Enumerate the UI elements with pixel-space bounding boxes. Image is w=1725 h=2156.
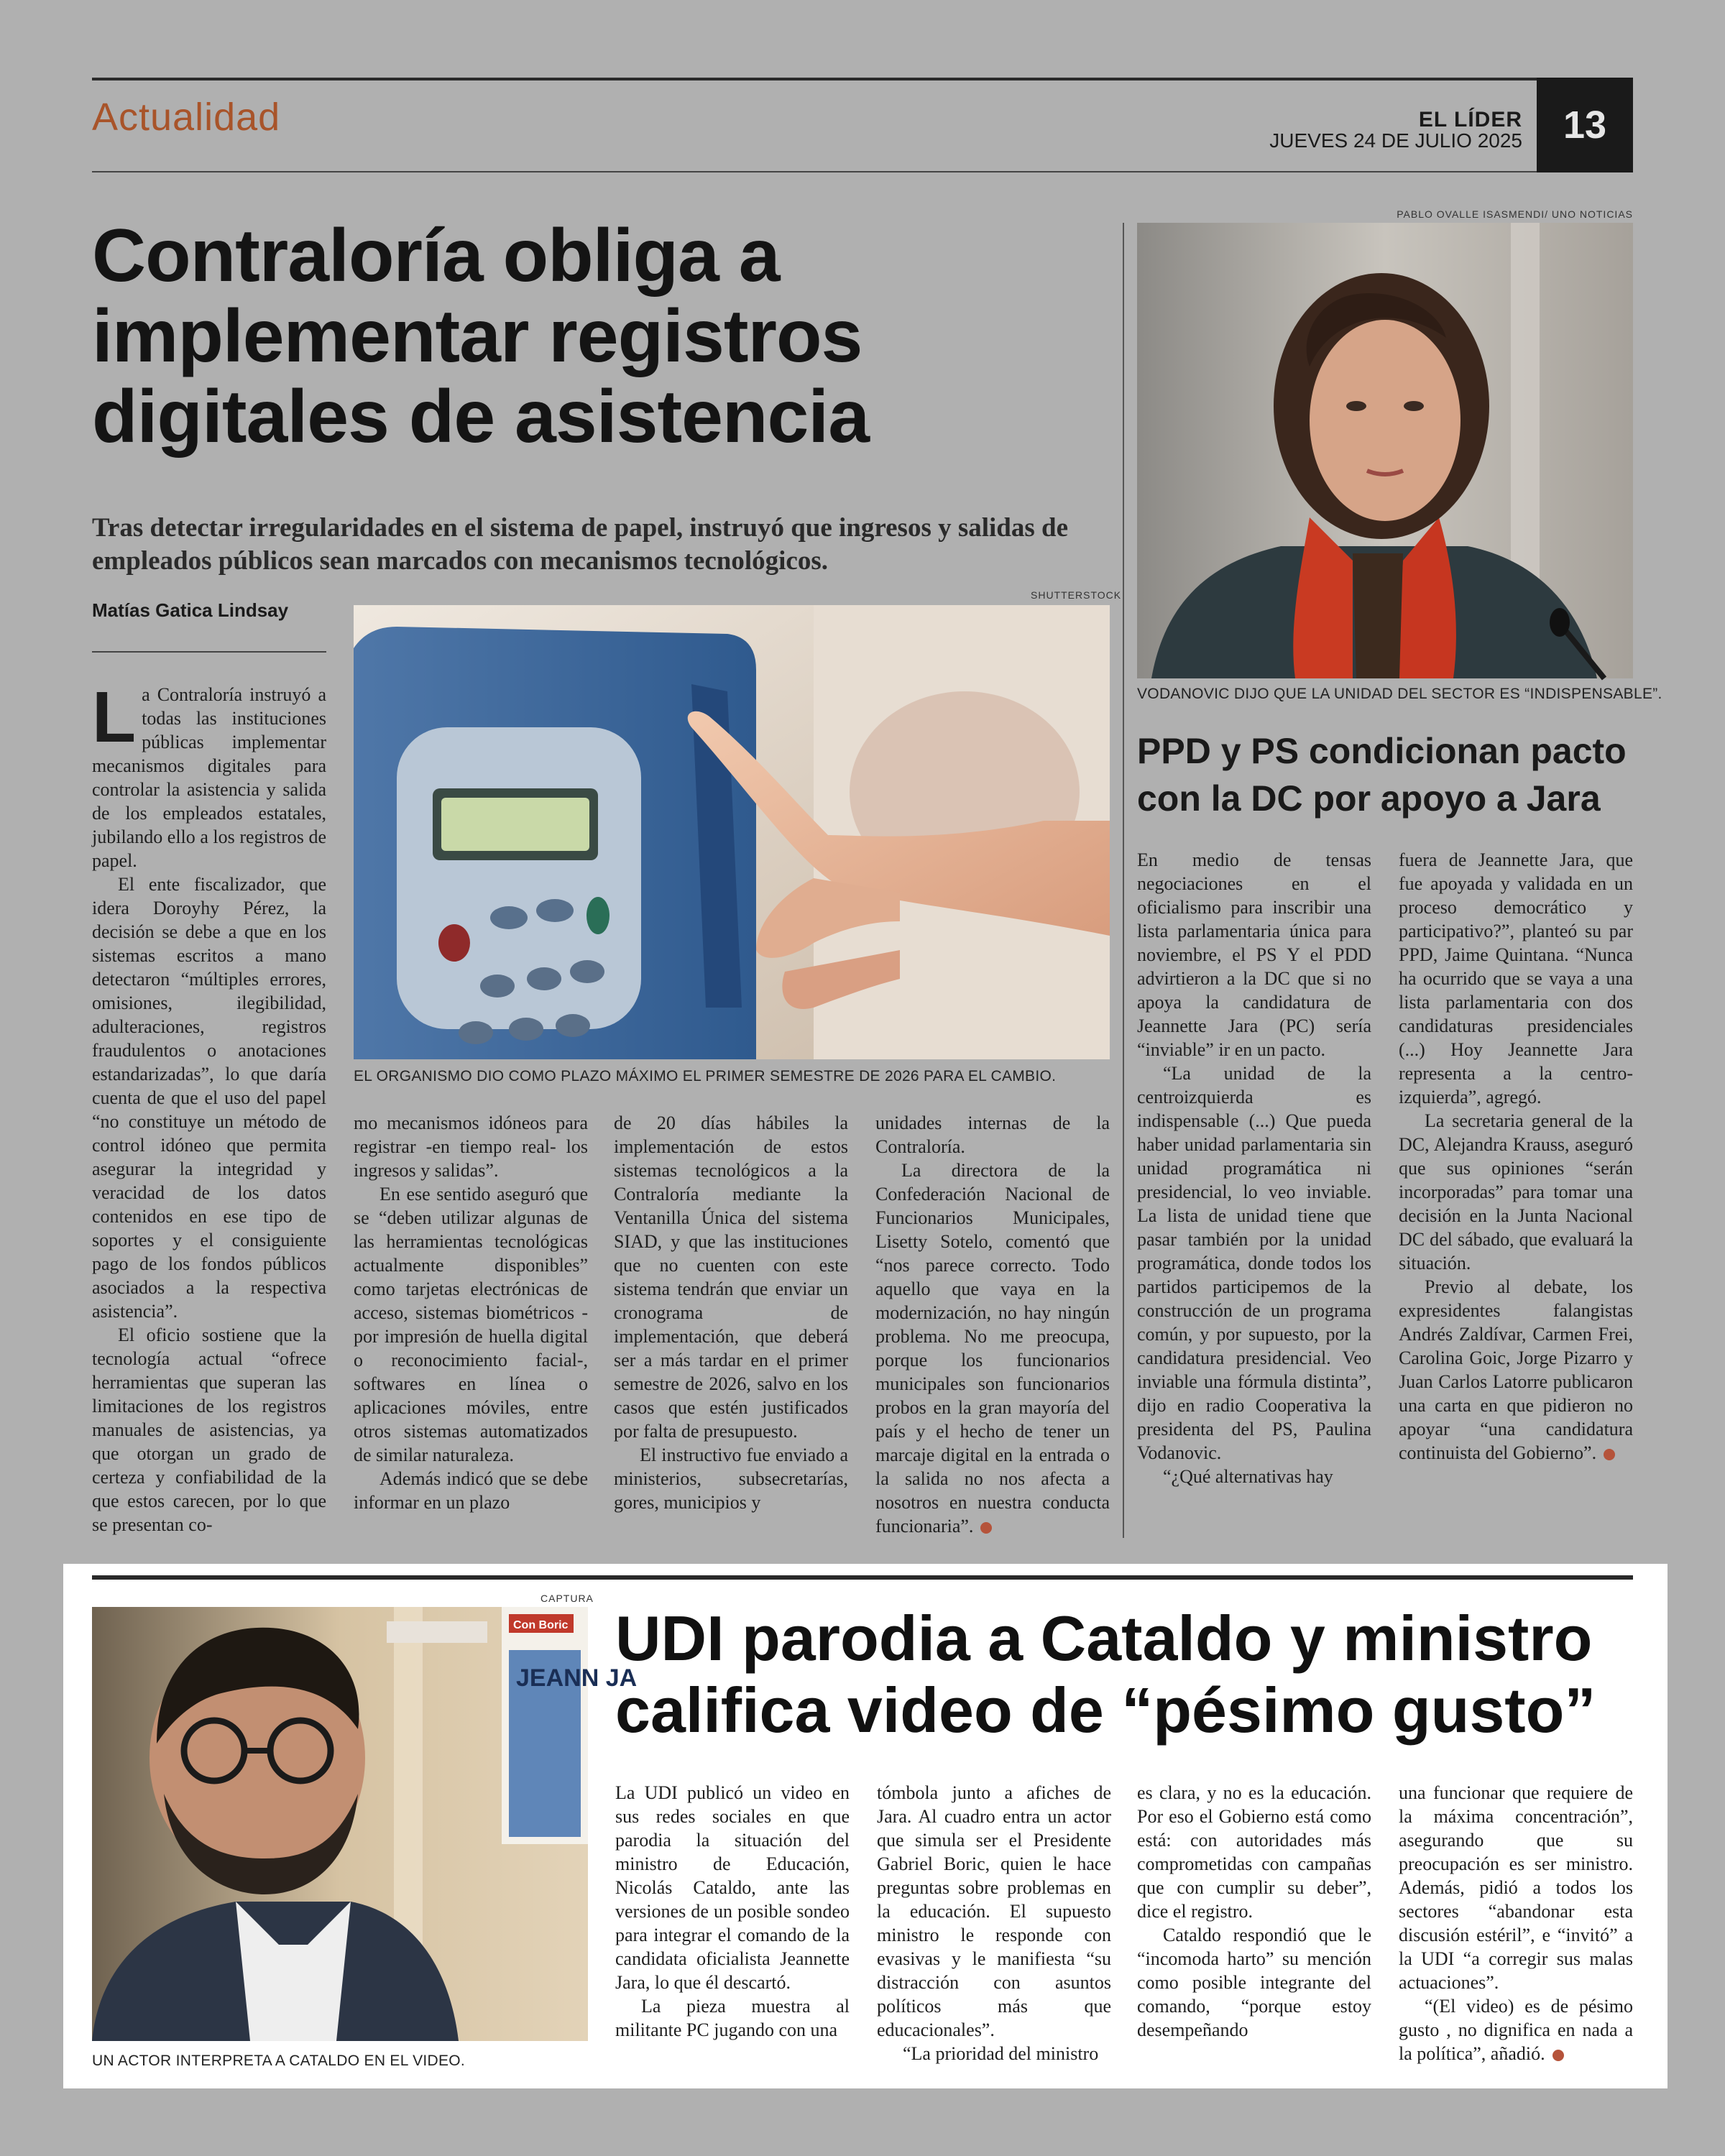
bottom-photo-credit: CAPTURA [540,1593,594,1604]
issue-date: JUEVES 24 DE JULIO 2025 [1269,129,1522,152]
main-column-4 [875,1111,1110,1538]
top-rule [92,78,1633,80]
main-col1-para-3: El oficio sostiene que la tecnología actual “ofrece herramientas que superan las limitaciones de los registros manuales de asistencias, ya que otorgan un grado de certeza y confiabilidad de la que estos carecen, por lo que se presentan co- [92,1325,326,1535]
poster-tag: Con Boric [513,1619,569,1631]
side-col1-para-2: “La unidad de la centroizquierda es indispensable (...) Que pueda haber unidad parlamentaria sin unidad programática ni presidencial, lo veo inviable. La lista de unidad tiene que pasar también por la unidad programática, donde todos los partidos participemos de la construcción de un programa común, y por supuesto, por la candidatura presidencial. Veo inviable una fórmula distinta”, dijo en radio Cooperativa la presidenta del PS, Paulina Vodanovic. [1137,1063,1371,1463]
bottom-col2-para-2: “La prioridad del ministro [903,2043,1099,2064]
side-col1-para-3: “¿Qué alternativas hay [1163,1466,1333,1487]
side-col1-para-1: En medio de tensas negociaciones en el oficialismo para inscribir una lista parlamentaria única para noviembre, el PS Y el PDD advirtieron a la DC que si no apoya la candidatura de Jeannette Jara (PC) sería “inviable” ir en un pacto. [1137,849,1371,1060]
bottom-col1-para-2: La pieza muestra al militante PC jugando con una [615,1996,850,2040]
main-photo-credit: SHUTTERSTOCK [1031,589,1122,601]
side-col2-para-3: Previo al debate, los expresidentes falangistas Andrés Zaldívar, Carmen Frei, Carolina Goic, Jorge Pizarro y Juan Carlos Latorre publicaron una carta en que pidieron no apoyar “una candidatura continuista del Gobierno”. [1399,1276,1633,1463]
side-end-mark-icon [1604,1449,1615,1460]
main-deck: Tras detectar irregularidades en el sistema de papel, instruyó que ingresos y salidas de empleados públicos sean marcados con mecanismos tecnológicos. [92,513,1069,576]
main-col2-para-3: Además indicó que se debe informar en un plazo [354,1468,588,1513]
bottom-column-1 [615,1781,850,2042]
vodanovic-photo [1137,223,1633,678]
main-headline: Contraloría obliga a implementar registros digitales de asistencia [92,214,870,459]
man-portrait-illustration [92,1607,638,2041]
main-col3-para-1: de 20 días hábiles la implementación de estos sistemas tecnológicos a la Contraloría mediante la Ventanilla Única del sistema SIAD, y que las instituciones que no cuenten con este sistema tendrán que enviar un cronograma de implementación, que deberá ser a más tardar en el primer semestre de 2026, salvo en los casos que estén justificados por falta de presupuesto. [614,1112,848,1442]
cataldo-actor-photo [92,1607,638,2041]
bottom-photo-caption: UN ACTOR INTERPRETA A CATALDO EN EL VIDEO. [92,2053,466,2069]
side-column-2 [1399,848,1633,1465]
bottom-story-rule [92,1575,1633,1580]
end-mark-icon [980,1522,992,1534]
drop-cap: L [92,677,137,757]
main-col3-para-2: El instructivo fue enviado a ministerios, subsecretarías, gores, municipios y [614,1445,848,1513]
side-headline: PPD y PS condicionan pacto con la DC por apoyo a Jara [1137,731,1627,819]
side-photo-credit: PABLO OVALLE ISASMENDI/ UNO NOTICIAS [1397,208,1633,220]
page-number: 13 [1537,78,1633,172]
bottom-col4-para-1: una funcionar que requiere de la máxima concentración”, asegurando que su preocupación es ser ministro. Además, pidió a todos los sectores “abandonar esta discusión estéril”, e “invitó” a la UDI “a corregir sus malas actuaciones”. [1399,1782,1633,1993]
bottom-col3-para-1: es clara, y no es la educación. Por eso el Gobierno está como está: con autoridades más comprometidas con campañas que con cumplir su deber”, dice el registro. [1137,1782,1371,1922]
section-title: Actualidad [92,96,281,139]
byline-rule [92,651,326,653]
bottom-col2-para-1: tómbola junto a afiches de Jara. Al cuadro entra un actor que simula ser el Presidente Gabriel Boric, quien le hace preguntas sobre problemas en la educación. El supuesto ministro le responde con evasivas y le manifiesta “su distracción con asuntos políticos más que educacionales”. [877,1782,1111,2040]
time-clock-photo [354,605,1110,1059]
main-col4-para-1: unidades internas de la Contraloría. [875,1112,1110,1157]
bottom-column-4 [1399,1781,1633,2065]
main-column-2 [354,1111,588,1514]
main-column-1 [92,677,326,1537]
side-column-1 [1137,848,1371,1488]
main-col2-para-1: mo mecanismos idóneos para registrar -en tiempo real- los ingresos y salidas”. [354,1112,588,1181]
newspaper-name: EL LÍDER [1418,108,1522,132]
main-col2-para-2: En ese sentido aseguró que se “deben utilizar algunas de las herramientas tecnológicas actualmente disponibles” como tarjetas electrónicas de acceso, sistemas biométricos -por impresión de huella digital o reconocimiento facial-, softwares en línea o aplicaciones móviles, entre otros sistemas automatizados de similar naturaleza. [354,1184,588,1465]
main-column-3 [614,1111,848,1514]
main-photo-caption: EL ORGANISMO DIO COMO PLAZO MÁXIMO EL PRIMER SEMESTRE DE 2026 PARA EL CAMBIO. [354,1068,1057,1084]
poster-text: JEANN JA [516,1664,638,1692]
side-col2-para-2: La secretaria general de la DC, Alejandra Krauss, aseguró que sus opiniones “serán incorporadas” para tomar una decisión en la Junta Nacional DC del sábado, que evaluará la situación. [1399,1110,1633,1273]
bottom-col4-para-2: “(El video) es de pésimo gusto , no dignifica en nada a la política”, añadió. [1399,1996,1633,2064]
main-col1-para-1: a Contraloría instruyó a todas las instituciones públicas implementar mecanismos digitales para controlar la asistencia y salida de los empleados estatales, jubilando ello a los registros de papel. [92,684,326,871]
main-col4-para-2: La directora de la Confederación Nacional de Funcionarios Municipales, Lisetty Sotelo, comentó que “nos parece correcto. Todo aquello que vaya en la modernización, no hay ningún problema. No me preocupa, porque los funcionarios municipales son funcionarios probos en la gran mayoría del país y el hecho de tener un marcaje digital en la entrada o la salida no nos afecta a nosotros en nuestra conducta funcionaria”. [875,1160,1110,1537]
bottom-headline: UDI parodia a Cataldo y ministro califica video de “pésimo gusto” [615,1603,1596,1746]
woman-portrait-illustration [1137,223,1633,678]
side-col2-para-1: fuera de Jeannette Jara, que fue apoyada y validada en un proceso democrático y participativo?”, planteó su par PPD, Jaime Quintana. “Nunca ha ocurrido que se vaya a una lista parlamentaria con dos candidaturas presidenciales (...) Hoy Jeannette Jara representa a la centro-izquierda”, agregó. [1399,849,1633,1107]
bottom-col3-para-2: Cataldo respondió que le “incomoda harto” su mención como posible integrante del comando, “porque estoy desempeñando [1137,1925,1371,2040]
bottom-column-3 [1137,1781,1371,2042]
bottom-column-2 [877,1781,1111,2065]
column-divider [1123,223,1124,1538]
side-photo-caption: VODANOVIC DIJO QUE LA UNIDAD DEL SECTOR ES “INDISPENSABLE”. [1137,686,1662,702]
time-clock-illustration [354,605,1110,1059]
byline: Matías Gatica Lindsay [92,599,289,621]
main-col1-para-2: El ente fiscalizador, que idera Doroyhy Pérez, la decisión se debe a que en los sistemas escritos a mano detectaron “múltiples errores, omisiones, ilegibilidad, adulteraciones, registros fraudulentos o anotaciones estandarizadas”, lo que daría cuenta de que el uso del papel “no constituye un método de control idóneo que permita asegurar la integridad y veracidad de los datos contenidos en ese tipo de soportes y el consiguiente pago de los fondos públicos asociados a la respectiva asistencia”. [92,874,326,1322]
bottom-col1-para-1: La UDI publicó un video en sus redes sociales en que parodia la situación del ministro de Educación, Nicolás Cataldo, ante las versiones de un posible sondeo para integrar el comando de la candidata oficialista Jeannette Jara, lo que él descartó. [615,1782,850,1993]
bottom-end-mark-icon [1552,2050,1564,2061]
header-rule [92,171,1537,172]
